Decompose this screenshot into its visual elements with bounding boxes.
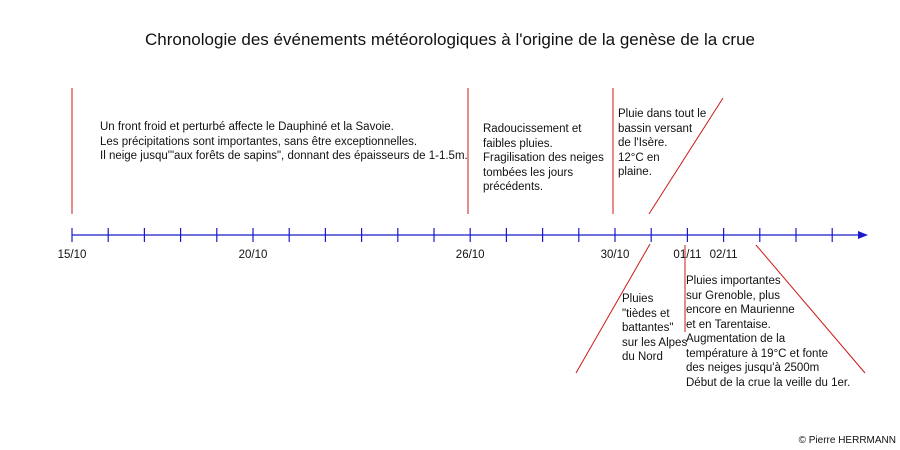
date-label: 01/11 [673, 249, 702, 261]
note-pluie-isere: Pluie dans tout le bassin versant de l'Isère. 12°C en plaine. [618, 108, 707, 178]
date-label: 26/10 [455, 249, 485, 261]
axis-arrow-icon [858, 231, 868, 239]
note-pluies-tiedes: Pluies "tièdes et battantes" sur les Alpes du Nord [622, 293, 688, 363]
date-label: 02/11 [709, 249, 738, 261]
note-grenoble: Pluies importantes sur Grenoble, plus encore en Maurienne et en Tarentaise. Augmentation de la température à 19°C et fonte des neiges jusqu'à 2500m Début de la crue la veille du 1er. [686, 275, 851, 389]
note-front-froid: Un front froid et perturbé affecte le Dauphiné et la Savoie. Les précipitations sont importantes, sans être exceptionnelles. Il neige jusqu'"aux forêts de sapins", donnant des épaisseurs de 1-1.5m. [100, 121, 468, 162]
diagram-title: Chronologie des événements météorologiques à l'origine de la genèse de la crue [145, 30, 755, 49]
note-radoucissement: Radoucissement et faibles pluies. Fragilisation des neiges tombées les jours précédents. [483, 123, 604, 193]
date-label: 20/10 [238, 249, 268, 261]
date-label: 15/10 [57, 249, 87, 261]
date-label: 30/10 [600, 249, 630, 261]
credit: © Pierre HERRMANN [798, 435, 896, 446]
